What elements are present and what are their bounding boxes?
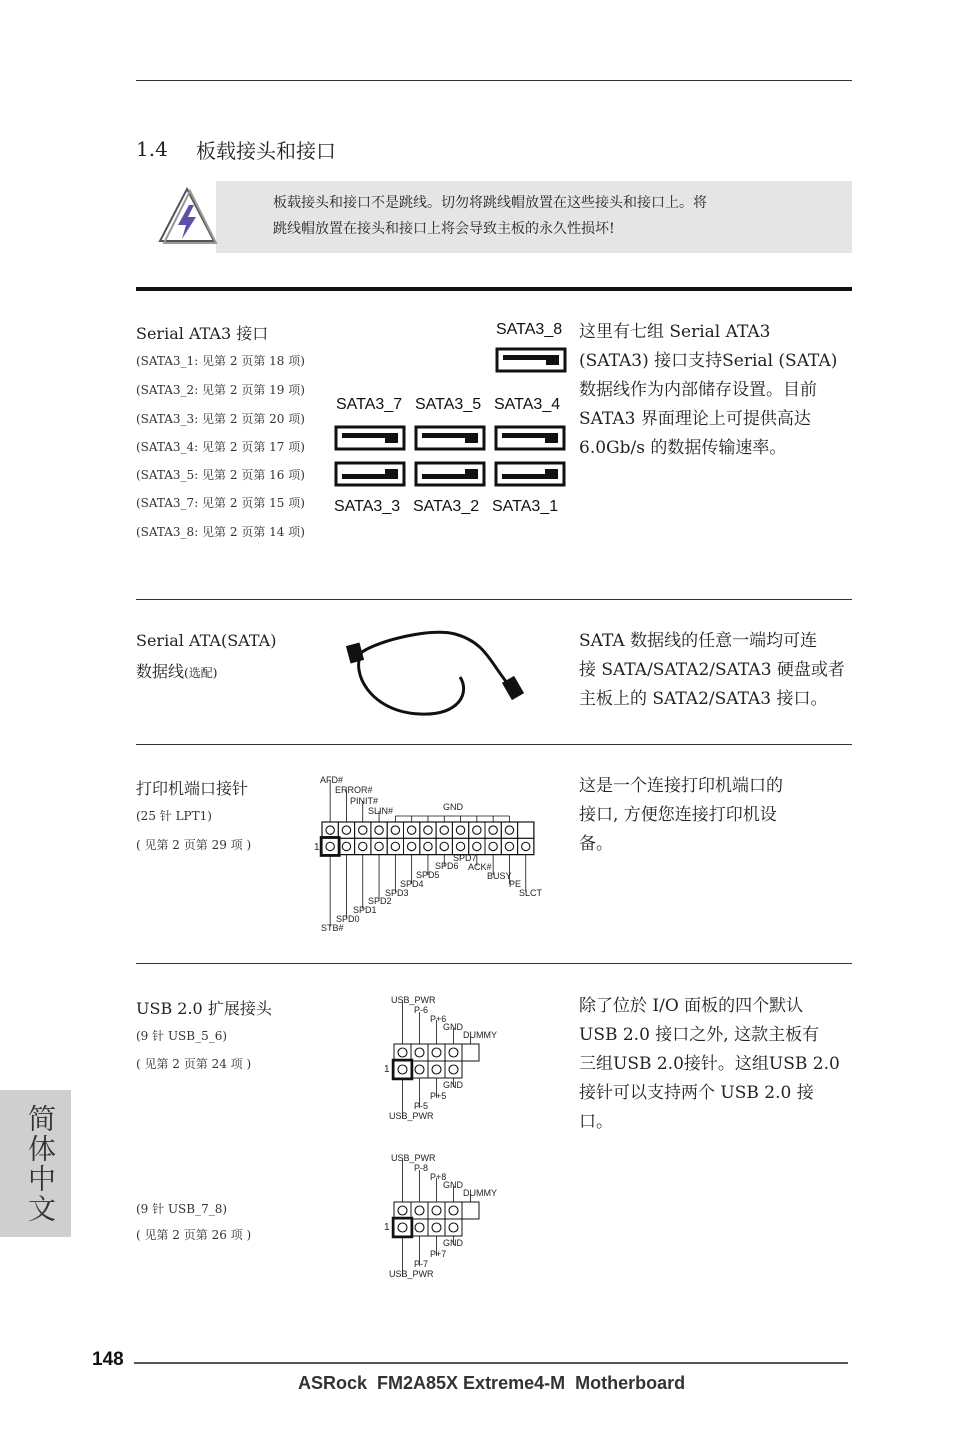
lpt-pin	[505, 842, 513, 850]
lpt-pin-cell	[436, 822, 452, 838]
lpt-pin	[489, 842, 497, 850]
lpt-pin-cell	[485, 822, 501, 838]
divider-3	[136, 963, 852, 964]
warning-icon	[156, 185, 218, 245]
lpt-pin	[326, 842, 334, 850]
usb56-ref: ( 见第 2 页第 24 项 )	[136, 1057, 252, 1071]
usb-pin-cell	[428, 1219, 445, 1236]
lpt-label-pinit: PINIT#	[350, 796, 379, 806]
usb78-label-pwr-bottom: USB_PWR	[389, 1269, 434, 1279]
lpt-pin	[375, 826, 383, 834]
lpt-pin-cell	[355, 838, 371, 854]
warning-text-1: 板载接头和接口不是跳线。切勿将跳线帽放置在这些接头和接口上。将	[273, 195, 707, 211]
usb-pin-cell	[411, 1044, 428, 1061]
usb78-pin-one: 1	[384, 1222, 390, 1233]
usb78-label-dummy: DUMMY	[463, 1188, 497, 1198]
sata-connectors-diagram	[330, 345, 570, 490]
sata3-desc-line-5: 6.0Gb/s 的数据传输速率。	[579, 438, 787, 458]
footer-rule	[134, 1362, 848, 1364]
lpt-pin-cell	[338, 822, 354, 838]
usb-pin	[432, 1065, 441, 1074]
lpt-label-stb: STB#	[321, 923, 344, 933]
usb-pin	[415, 1048, 424, 1057]
usb78-label-gnd-top: GND	[443, 1180, 463, 1190]
lpt-pin	[440, 826, 448, 834]
usb-pin-cell	[428, 1044, 445, 1061]
usb56-pin-grid	[384, 992, 524, 1124]
usb-desc-line-2: USB 2.0 接口之外, 这款主板有	[579, 1025, 820, 1045]
lpt-pin	[326, 826, 334, 834]
usb-pin	[432, 1206, 441, 1215]
lpt-label-slct: SLCT	[519, 888, 543, 898]
usb56-pins: (9 针 USB_5_6)	[136, 1029, 228, 1043]
usb78-label-p-7: P-7	[414, 1259, 429, 1269]
usb-pin1-marker	[393, 1060, 412, 1079]
sata3-1-port	[496, 463, 564, 485]
usb56-pin-one: 1	[384, 1064, 390, 1075]
lpt-pin	[391, 842, 399, 850]
lpt-pin-cell	[452, 822, 468, 838]
usb-pin	[449, 1065, 458, 1074]
sata-cable-note: (选配)	[184, 666, 218, 680]
sata-cable-subtitle-text: 数据线	[136, 662, 185, 681]
lpt-pin-cell	[322, 838, 338, 854]
lpt-label-error: ERROR#	[335, 785, 373, 795]
usb-pin-cell	[394, 1202, 411, 1219]
lpt-pin-cell	[420, 822, 436, 838]
divider-2	[136, 744, 852, 745]
lpt-pin	[342, 826, 350, 834]
usb-desc-line-1: 除了位於 I/O 面板的四个默认	[579, 996, 804, 1016]
lpt-pin	[473, 842, 481, 850]
usb56-label-p+5: P+5	[430, 1091, 447, 1101]
printer-desc-line-2: 接口, 方便您连接打印机设	[579, 805, 777, 825]
sata3-desc	[579, 318, 859, 463]
usb78-label-p+7: P+7	[430, 1249, 447, 1259]
lpt-pin1-marker	[321, 837, 339, 855]
thick-rule	[136, 287, 852, 291]
lpt-pin-cell	[322, 822, 338, 838]
usb-pin	[432, 1048, 441, 1057]
usb-pin	[398, 1206, 407, 1215]
usb-pin-cell	[411, 1202, 428, 1219]
sata3-2-port	[416, 463, 484, 485]
usb56-label-pwr-top: USB_PWR	[391, 995, 436, 1005]
lpt-pin-cell	[518, 822, 534, 838]
lpt-pin	[456, 842, 464, 850]
lpt-pin-cell	[371, 838, 387, 854]
lpt-label-spd1: SPD1	[353, 905, 377, 915]
warning-text-2: 跳线帽放置在接头和接口上将会导致主板的永久性损坏!	[273, 221, 615, 237]
sata3-desc-line-2: (SATA3) 接口支持Serial (SATA)	[579, 351, 838, 371]
usb-pin-cell	[445, 1044, 462, 1061]
lpt-label-busy: BUSY	[487, 871, 512, 881]
lpt-pin-one: 1	[314, 842, 320, 853]
sata3-1-label: SATA3_1	[492, 498, 559, 515]
sata3-2-label: SATA3_2	[413, 498, 480, 515]
lpt-pin-cell	[501, 838, 517, 854]
section-number: 1.4	[136, 137, 168, 161]
lpt-label-spd0: SPD0	[336, 914, 360, 924]
usb78-label-gnd-bottom: GND	[443, 1238, 463, 1248]
sata3-ref-4: (SATA3_4: 见第 2 页第 17 项)	[136, 440, 305, 454]
usb-pin-cell	[445, 1061, 462, 1078]
usb78-label-p-8: P-8	[414, 1163, 429, 1173]
sata3-7-label: SATA3_7	[336, 396, 403, 413]
usb56-header-diagram	[384, 992, 524, 1124]
lpt-pin	[359, 842, 367, 850]
usb56-label-p-6: P-6	[414, 1005, 429, 1015]
sata3-desc-line-3: 数据线作为内部储存设置。目前	[579, 380, 817, 400]
lpt-pin-cell	[420, 838, 436, 854]
usb-pin-cell	[462, 1202, 479, 1219]
lpt-pin	[424, 826, 432, 834]
sata3-5-port	[416, 427, 484, 449]
sata3-ref-5: (SATA3_5: 见第 2 页第 16 项)	[136, 468, 305, 482]
lpt-pin-cell	[371, 822, 387, 838]
usb-pin-cell	[411, 1219, 428, 1236]
usb-pin-cell	[394, 1044, 411, 1061]
sata3-ref-8: (SATA3_8: 见第 2 页第 14 项)	[136, 525, 305, 539]
printer-title: 打印机端口接针	[136, 779, 249, 798]
usb-desc-line-4: 接针可以支持两个 USB 2.0 接	[579, 1083, 814, 1103]
printer-header-diagram	[310, 772, 550, 937]
lpt-pin	[359, 826, 367, 834]
usb56-label-gnd-top: GND	[443, 1022, 463, 1032]
lpt-label-afd: AFD#	[320, 775, 344, 785]
sata3-8-label: SATA3_8	[496, 321, 563, 338]
language-tab	[0, 1090, 71, 1237]
sata3-ref-3: (SATA3_3: 见第 2 页第 20 项)	[136, 412, 305, 426]
lpt-pin	[456, 826, 464, 834]
lpt-pin	[473, 826, 481, 834]
usb-pin-cell	[394, 1219, 411, 1236]
usb-desc	[579, 992, 859, 1137]
sata-cable-desc-line-3: 主板上的 SATA2/SATA3 接口。	[579, 689, 828, 709]
lpt-label-ack: ACK#	[468, 862, 492, 872]
sata-cable-desc-line-1: SATA 数据线的任意一端均可连	[579, 631, 818, 651]
sata3-desc-line-4: SATA3 界面理论上可提供高达	[579, 409, 811, 429]
usb-desc-line-3: 三组USB 2.0接针。这组USB 2.0	[579, 1054, 840, 1074]
sata3-8-port	[497, 349, 565, 371]
lpt-pin	[489, 826, 497, 834]
usb-title: USB 2.0 扩展接头	[136, 999, 272, 1018]
lpt-label-spd7: SPD7	[453, 853, 477, 863]
lpt-label-slin: SLIN#	[368, 806, 394, 816]
usb56-label-pwr-bottom: USB_PWR	[389, 1111, 434, 1121]
lpt-pin-cell	[518, 838, 534, 854]
lpt-label-spd2: SPD2	[368, 896, 392, 906]
lpt-pin-cell	[387, 822, 403, 838]
sata3-3-port	[336, 463, 404, 485]
usb-pin	[432, 1223, 441, 1232]
sata-cable-desc-line-2: 接 SATA/SATA2/SATA3 硬盘或者	[579, 660, 845, 680]
printer-pins: (25 针 LPT1)	[136, 809, 212, 823]
sata3-3-label: SATA3_3	[334, 498, 401, 515]
lpt-label-spd6: SPD6	[435, 861, 459, 871]
sata-cable-desc	[579, 627, 859, 714]
section-title: 板载接头和接口	[196, 139, 336, 163]
divider-1	[136, 599, 852, 600]
top-rule	[136, 80, 852, 81]
usb56-label-p-5: P-5	[414, 1101, 429, 1111]
lpt-pin-cell	[338, 838, 354, 854]
usb-pin	[415, 1065, 424, 1074]
usb56-label-dummy: DUMMY	[463, 1030, 497, 1040]
lpt-pin	[522, 842, 530, 850]
lpt-pin-grid	[310, 772, 550, 937]
usb56-label-gnd-bottom: GND	[443, 1080, 463, 1090]
usb78-label-pwr-top: USB_PWR	[391, 1153, 436, 1163]
usb-pin-cell	[445, 1202, 462, 1219]
usb-pin	[415, 1206, 424, 1215]
footer-product: ASRock FM2A85X Extreme4-M Motherboard	[298, 1373, 686, 1393]
sata3-4-port	[496, 427, 564, 449]
lpt-pin	[505, 826, 513, 834]
lpt-pin-cell	[485, 838, 501, 854]
usb-pin	[398, 1223, 407, 1232]
lpt-pin	[407, 826, 415, 834]
lpt-pin	[407, 842, 415, 850]
printer-ref: ( 见第 2 页第 29 项 )	[136, 838, 252, 852]
sata3-7-port	[336, 427, 404, 449]
sata-cable-image	[340, 622, 540, 720]
sata-cable-subtitle	[136, 659, 217, 682]
page-number: 148	[92, 1349, 124, 1370]
usb-pin	[398, 1065, 407, 1074]
lpt-label-pe: PE	[509, 879, 522, 889]
usb-pin-cell	[462, 1044, 479, 1061]
usb-pin	[449, 1206, 458, 1215]
sata3-5-label: SATA3_5	[415, 396, 482, 413]
lpt-pin-cell	[404, 822, 420, 838]
sata3-ref-2: (SATA3_2: 见第 2 页第 19 项)	[136, 383, 305, 397]
usb78-pin-grid	[384, 1150, 524, 1282]
usb-desc-line-5: 口。	[579, 1112, 613, 1132]
usb-pin-cell	[428, 1202, 445, 1219]
sata3-title: Serial ATA3 接口	[136, 324, 269, 343]
lpt-pin	[424, 842, 432, 850]
lpt-pin-cell	[469, 822, 485, 838]
language-tab-text: 简体中文	[24, 1104, 57, 1224]
lpt-pin-cell	[404, 838, 420, 854]
usb56-label-p+6: P+6	[430, 1014, 447, 1024]
sata3-ref-1: (SATA3_1: 见第 2 页第 18 项)	[136, 354, 305, 368]
usb-pin-cell	[394, 1061, 411, 1078]
usb78-header-diagram	[384, 1150, 524, 1282]
lpt-label-spd4: SPD4	[400, 879, 424, 889]
usb-pin	[398, 1048, 407, 1057]
printer-desc-line-3: 备。	[579, 834, 613, 854]
lpt-pin-cell	[355, 822, 371, 838]
usb-pin-cell	[411, 1061, 428, 1078]
usb-pin	[415, 1223, 424, 1232]
sata3-ref-7: (SATA3_7: 见第 2 页第 15 项)	[136, 496, 305, 510]
sata-cable-title: Serial ATA(SATA)	[136, 631, 277, 650]
usb-pin-cell	[445, 1219, 462, 1236]
lpt-label-spd3: SPD3	[385, 888, 409, 898]
lpt-pin	[440, 842, 448, 850]
lpt-label-spd5: SPD5	[416, 870, 440, 880]
lpt-pin-cell	[501, 822, 517, 838]
usb78-label-p+8: P+8	[430, 1172, 447, 1182]
usb-pin	[449, 1223, 458, 1232]
usb-pin-cell	[428, 1061, 445, 1078]
lpt-pin-cell	[387, 838, 403, 854]
usb78-ref: ( 见第 2 页第 26 项 )	[136, 1228, 252, 1242]
printer-desc-line-1: 这是一个连接打印机端口的	[579, 776, 783, 796]
sata3-4-label: SATA3_4	[494, 396, 561, 413]
lpt-pin-cell	[436, 838, 452, 854]
lpt-pin	[391, 826, 399, 834]
usb78-pins: (9 针 USB_7_8)	[136, 1202, 228, 1216]
printer-desc	[579, 772, 859, 859]
lpt-pin	[342, 842, 350, 850]
usb-pin1-marker	[393, 1218, 412, 1237]
lpt-label-gnd: GND	[443, 802, 463, 812]
usb-pin	[449, 1048, 458, 1057]
lpt-pin	[375, 842, 383, 850]
sata3-desc-line-1: 这里有七组 Serial ATA3	[579, 322, 771, 342]
